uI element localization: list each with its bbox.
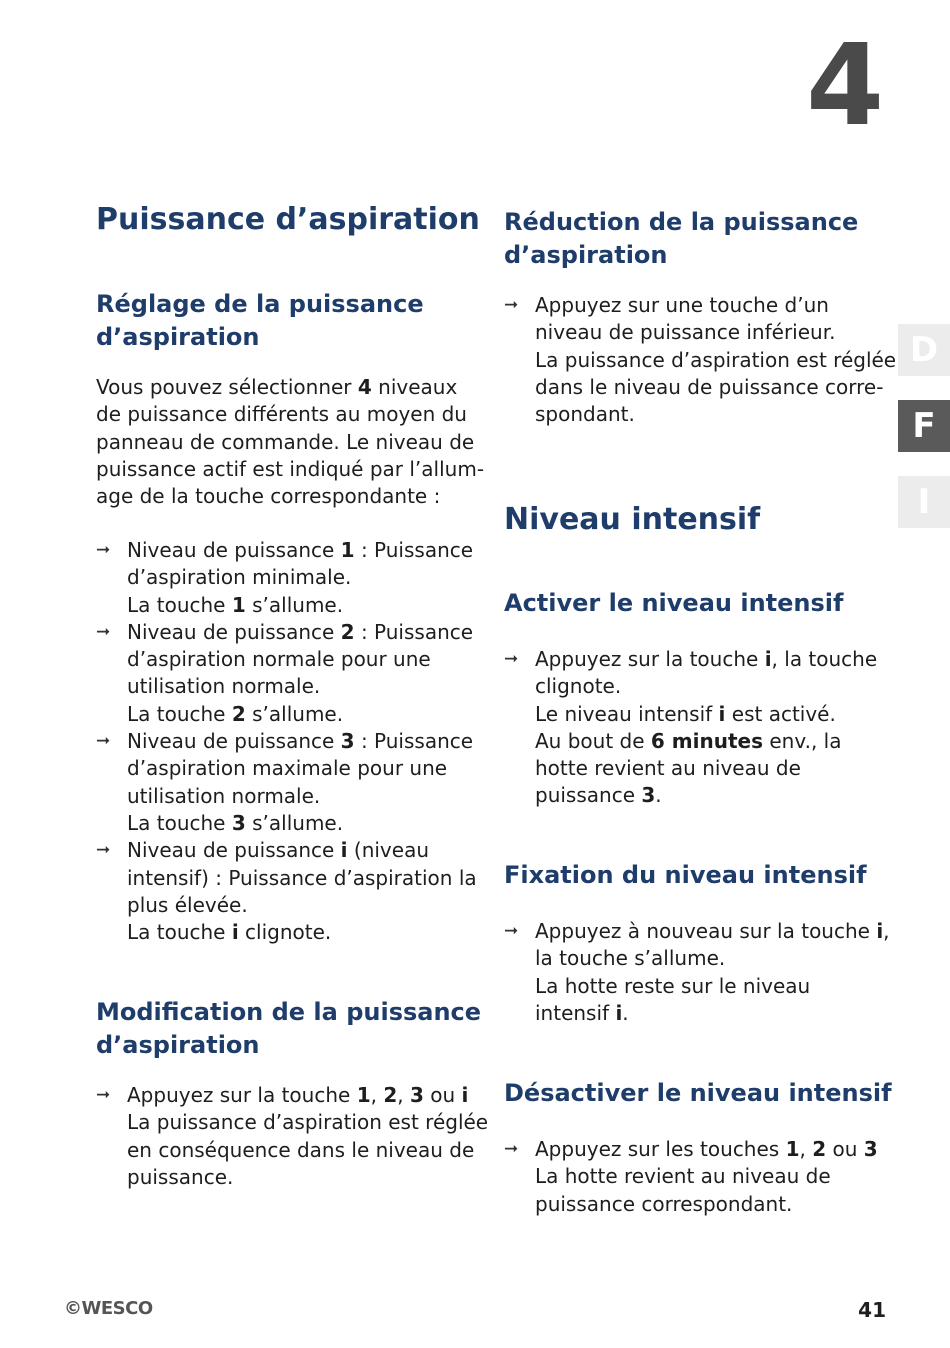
text-line: La touche 2 s’allume.: [127, 701, 344, 726]
text-line: dans le niveau de puissance corre-: [535, 374, 884, 399]
text-line: de puissance différents au moyen du: [96, 402, 467, 427]
list-item: [504, 1136, 884, 1218]
section-title-intensive-level: Niveau intensif: [504, 502, 761, 537]
text-line: d’aspiration maximale pour une: [127, 756, 448, 781]
list-item: [96, 1082, 489, 1191]
text-line: Le niveau intensif i est activé.: [535, 701, 836, 726]
heading-fix-intensive: [504, 859, 867, 892]
text-line: utilisation normale.: [127, 674, 321, 699]
text-line: plus élevée.: [127, 892, 248, 917]
text-line: La touche 3 s’allume.: [127, 810, 344, 835]
arrow-right-icon: ➞: [504, 921, 519, 941]
text-line: Désactiver le niveau intensif: [504, 1079, 892, 1107]
text-line: Vous pouvez sélectionner 4 niveaux: [96, 375, 458, 399]
text-line: d’aspiration normale pour une: [127, 647, 431, 672]
text-line: Appuyez sur la touche 1, 2, 3 ou i: [127, 1083, 469, 1107]
list-item: [96, 837, 476, 946]
heading-deactivate-intensive: [504, 1077, 892, 1110]
text-line: panneau de commande. Le niveau de: [96, 429, 475, 454]
text-line: Réglage de la puissance: [96, 290, 424, 318]
list-item: [96, 537, 476, 619]
text-line: Au bout de 6 minutes env., la: [535, 728, 842, 753]
list-item: [504, 292, 897, 428]
text-line: Modification de la puissance: [96, 998, 482, 1026]
heading-power-modification: [96, 996, 481, 1062]
page-number: 41: [858, 1298, 886, 1322]
text-line: Niveau de puissance i (niveau: [127, 838, 429, 863]
text-line: intensif i.: [535, 1000, 629, 1025]
text-line: Niveau de puissance 3 : Puissance: [127, 729, 474, 754]
text-line: Réduction de la puissance: [504, 208, 859, 236]
text-line: puissance correspondant.: [535, 1191, 793, 1216]
heading-power-reduction: [504, 206, 858, 272]
arrow-right-icon: ➞: [96, 731, 111, 752]
list-item: [504, 918, 890, 1027]
text-line: La hotte revient au niveau de: [535, 1164, 831, 1189]
text-line: en conséquence dans le niveau de: [127, 1137, 475, 1162]
text-line: La touche i clignote.: [127, 920, 332, 945]
text-line: d’aspiration: [96, 323, 260, 351]
list-item: [96, 619, 476, 728]
text-line: niveau de puissance inférieur.: [535, 320, 836, 345]
reduction-list: [504, 292, 897, 428]
language-tab-label: I: [917, 482, 931, 522]
text-line: La hotte reste sur le niveau: [535, 973, 811, 998]
fix-intensive-list: [504, 918, 890, 1027]
wesco-logo: ©WESCO: [64, 1298, 153, 1319]
list-item: [96, 728, 476, 837]
section-title-suction-power: Puissance d’aspiration: [96, 202, 480, 237]
arrow-right-icon: ➞: [504, 1139, 519, 1159]
language-tab-label: F: [912, 406, 936, 446]
text-line: spondant.: [535, 402, 635, 427]
heading-activate-intensive: [504, 587, 843, 620]
arrow-right-icon: ➞: [504, 649, 519, 669]
text-line: utilisation normale.: [127, 783, 321, 808]
text-line: d’aspiration: [96, 1031, 260, 1059]
text-line: puissance.: [127, 1164, 234, 1189]
language-tab-i[interactable]: [898, 476, 950, 528]
text-line: Fixation du niveau intensif: [504, 861, 867, 889]
arrow-right-icon: ➞: [96, 840, 111, 861]
list-item: [504, 646, 884, 810]
text-line: age de la touche correspondante :: [96, 484, 441, 509]
language-tab-f[interactable]: [898, 400, 950, 452]
arrow-right-icon: ➞: [96, 621, 111, 642]
arrow-right-icon: ➞: [96, 1085, 111, 1105]
text-line: puissance actif est indiqué par l’allum-: [96, 456, 485, 481]
text-line: intensif) : Puissance d’aspiration la: [127, 865, 477, 890]
text-line: La puissance d’aspiration est réglée: [535, 347, 897, 372]
modification-list: [96, 1082, 489, 1191]
text-line: d’aspiration minimale.: [127, 565, 352, 590]
text-line: Niveau de puissance 2 : Puissance: [127, 619, 474, 644]
text-line: Activer le niveau intensif: [504, 589, 844, 617]
text-line: Appuyez sur la touche i, la touche: [535, 647, 878, 671]
chapter-number: 4: [806, 21, 884, 151]
text-line: Appuyez sur les touches 1, 2 ou 3: [535, 1137, 878, 1161]
text-line: Niveau de puissance 1 : Puissance: [127, 538, 474, 562]
text-line: hotte revient au niveau de: [535, 756, 801, 781]
language-tabs: [898, 324, 950, 552]
text-line: Appuyez sur une touche d’un: [535, 293, 829, 317]
intro-paragraph: [96, 374, 485, 510]
language-tab-label: D: [909, 330, 939, 370]
text-line: clignote.: [535, 674, 622, 699]
language-tab-d[interactable]: [898, 324, 950, 376]
text-line: La puissance d’aspiration est réglée: [127, 1110, 489, 1135]
text-line: La touche 1 s’allume.: [127, 592, 344, 617]
deactivate-intensive-list: [504, 1136, 884, 1218]
text-line: puissance 3.: [535, 783, 662, 808]
heading-power-setting: [96, 288, 424, 354]
arrow-right-icon: ➞: [96, 540, 111, 560]
activate-intensive-list: [504, 646, 884, 810]
text-line: la touche s’allume.: [535, 946, 726, 971]
text-line: Appuyez à nouveau sur la touche i,: [535, 919, 890, 943]
text-line: d’aspiration: [504, 241, 668, 269]
power-levels-list: [96, 537, 476, 946]
arrow-right-icon: ➞: [504, 295, 519, 315]
